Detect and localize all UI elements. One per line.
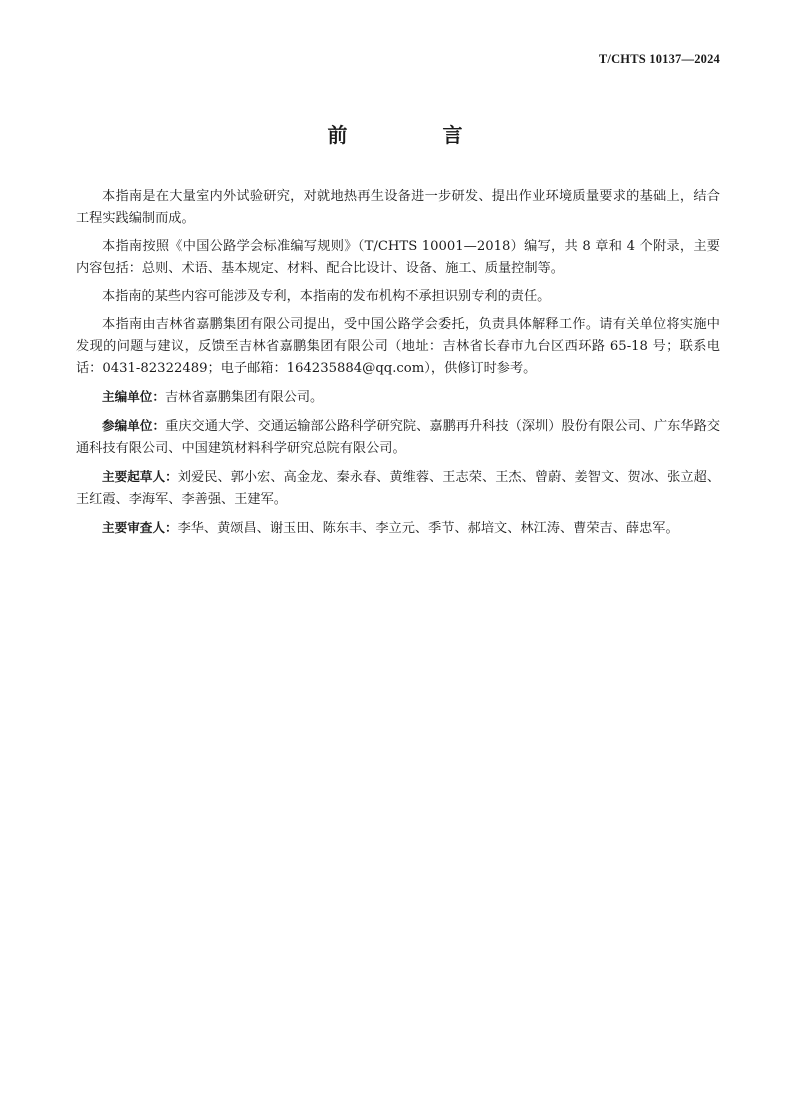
document-body — [76, 186, 720, 546]
standard-code: T/CHTS 10137—2024 — [598, 52, 720, 66]
reviewers-line — [76, 517, 720, 540]
paragraph-intro: 本指南是在大量室内外试验研究，对就地热再生设备进一步研发、提出作业环境质量要求的基础上，结合工程实践编制而成。 — [76, 189, 720, 226]
drafters-line — [76, 466, 720, 511]
paragraph-patent: 本指南的某些内容可能涉及专利，本指南的发布机构不承担识别专利的责任。 — [102, 289, 551, 304]
drafters-value: 刘爱民、郭小宏、高金龙、秦永春、黄维蓉、王志荣、王杰、曾蔚、姜智文、贺冰、张立超、王红霞、李海军、李善强、王建军。 — [76, 470, 721, 507]
drafters-label: 主要起草人： — [102, 469, 178, 484]
chief-editor-value: 吉林省嘉鹏集团有限公司。 — [164, 390, 324, 405]
co-editor-value: 重庆交通大学、交通运输部公路科学研究院、嘉鹏再升科技（深圳）股份有限公司、广东华路交通科技有限公司、中国建筑材料科学研究总院有限公司。 — [76, 419, 721, 456]
paragraph-contact: 本指南由吉林省嘉鹏集团有限公司提出，受中国公路学会委托，负责具体解释工作。请有关单位将实施中发现的问题与建议，反馈至吉林省嘉鹏集团有限公司（地址：吉林省长春市九台区西环路 65-18 号；联系电话：0431-82322489；电子邮箱：164235884@qq.com），供修订时参考。 — [76, 317, 720, 376]
paragraph-structure: 本指南按照《中国公路学会标准编写规则》（T/CHTS 10001—2018）编写，共 8 章和 4 个附录，主要内容包括：总则、术语、基本规定、材料、配合比设计、设备、施工、质量控制等。 — [76, 239, 720, 276]
page-title: 前 言 — [327, 123, 507, 147]
reviewers-value: 李华、黄颂昌、谢玉田、陈东丰、李立元、季节、郝培文、林江涛、曹荣吉、薛忠军。 — [177, 521, 679, 536]
co-editor-line — [76, 415, 720, 460]
reviewers-label: 主要审查人： — [102, 520, 178, 535]
co-editor-label: 参编单位： — [102, 418, 166, 433]
chief-editor-label: 主编单位： — [102, 389, 165, 404]
chief-editor-line — [76, 386, 720, 409]
